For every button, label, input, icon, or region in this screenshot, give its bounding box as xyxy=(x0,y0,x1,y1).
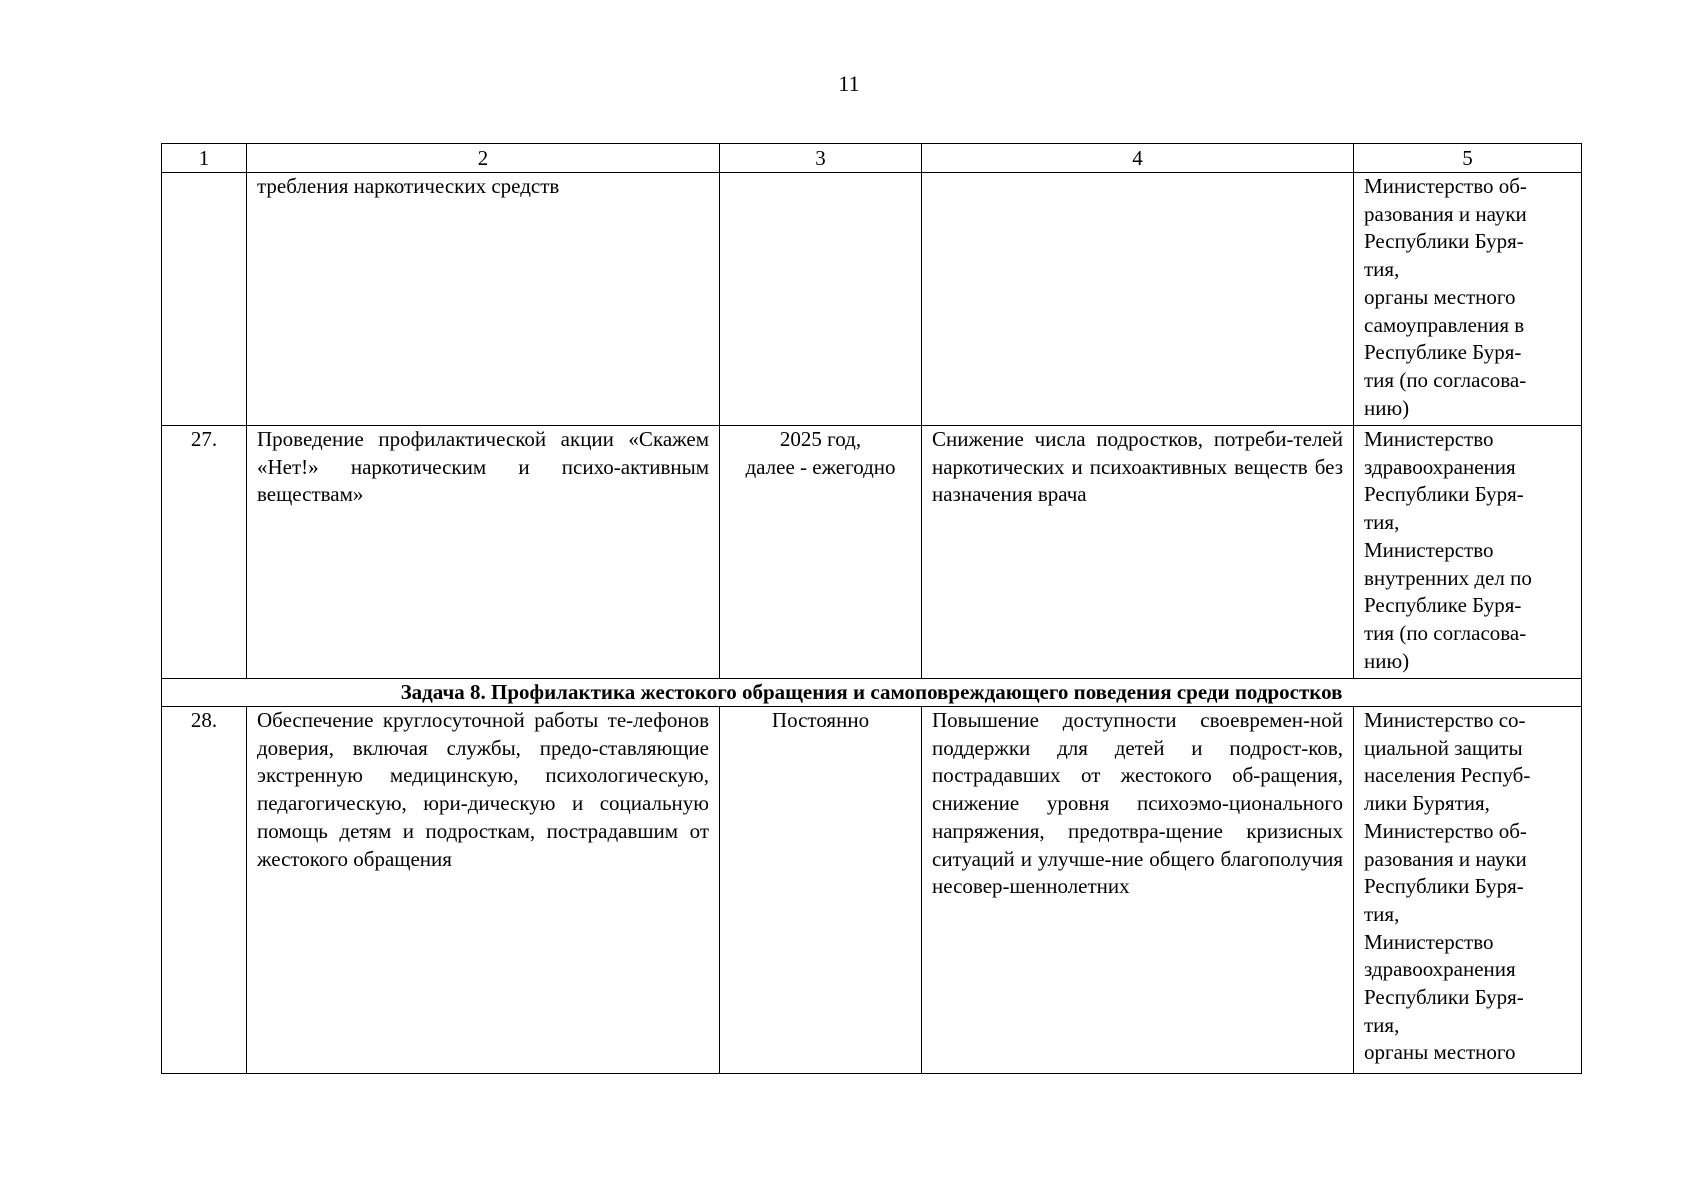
column-header-4: 4 xyxy=(922,144,1354,173)
measure-deadline: Постоянно xyxy=(720,707,922,1074)
column-header-3: 3 xyxy=(720,144,922,173)
measure-deadline: 2025 год, далее - ежегодно xyxy=(720,426,922,679)
table-row-27 xyxy=(162,426,1582,679)
row-number: 27. xyxy=(162,426,247,679)
table-row-continuation xyxy=(162,173,1582,426)
responsible-executors: Министерство об- разования и науки Республики Буря- тия, органы местного самоуправления в Республике Буря- тия (по согласова- нию) xyxy=(1354,173,1582,426)
measures-table xyxy=(161,143,1582,1074)
column-numbers-row xyxy=(162,144,1582,173)
table-row-28 xyxy=(162,707,1582,1074)
page-number: 11 xyxy=(838,71,860,96)
column-header-2: 2 xyxy=(247,144,720,173)
row-number: 28. xyxy=(162,707,247,1074)
column-header-5: 5 xyxy=(1354,144,1582,173)
measure-description: Обеспечение круглосуточной работы те-лефонов доверия, включая службы, предо-ставляющие экстренную медицинскую, психологическую, педагогическую, юри-дическую и социальную помощь детям и подросткам, пострадавшим от жестокого обращения xyxy=(247,707,720,1074)
measure-deadline xyxy=(720,173,922,426)
expected-result: Повышение доступности своевремен-ной поддержки для детей и подрост-ков, пострадавших от жестокого об-ращения, снижение уровня психоэмо-ционального напряжения, предотвра-щение кризисных ситуаций и улучше-ние общего благополучия несовер-шеннолетних xyxy=(922,707,1354,1074)
expected-result: Снижение числа подростков, потреби-телей наркотических и психоактивных веществ без назначения врача xyxy=(922,426,1354,679)
responsible-executors: Министерство со- циальной защиты населения Респуб- лики Бурятия, Министерство об- разования и науки Республики Буря- тия, Министерство здравоохранения Республики Буря- тия, органы местного xyxy=(1354,707,1582,1074)
column-header-1: 1 xyxy=(162,144,247,173)
section-heading-row xyxy=(162,679,1582,707)
responsible-executors: Министерство здравоохранения Республики Буря- тия, Министерство внутренних дел по Республике Буря- тия (по согласова- нию) xyxy=(1354,426,1582,679)
measure-description: Проведение профилактической акции «Скажем «Нет!» наркотическим и психо-активным веществам» xyxy=(247,426,720,679)
measure-description: требления наркотических средств xyxy=(247,173,720,426)
row-number xyxy=(162,173,247,426)
expected-result xyxy=(922,173,1354,426)
task-8-heading: Задача 8. Профилактика жестокого обращения и самоповреждающего поведения среди подростков xyxy=(162,679,1582,707)
